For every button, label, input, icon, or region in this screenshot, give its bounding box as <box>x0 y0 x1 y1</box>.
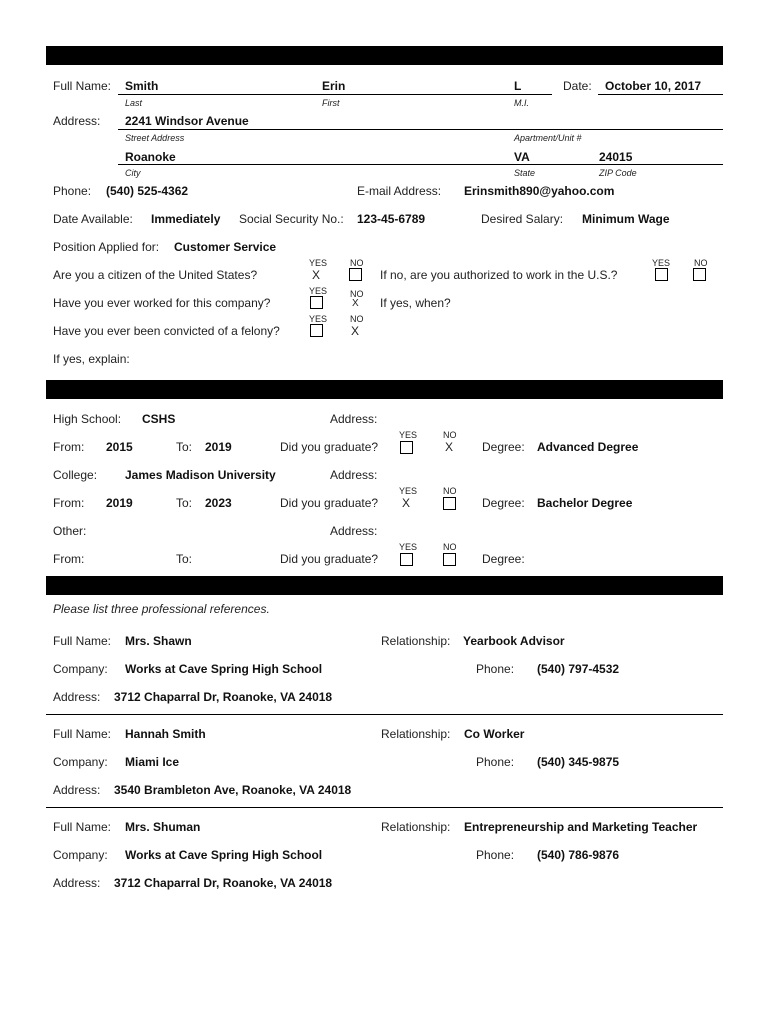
zip-value[interactable]: 24015 <box>599 150 633 164</box>
explain-label: If yes, explain: <box>53 352 130 366</box>
first-caption: First <box>322 98 340 108</box>
hs-graduate-yes-checkbox[interactable] <box>400 441 413 454</box>
college-degree-value[interactable]: Bachelor Degree <box>537 496 633 510</box>
state-value[interactable]: VA <box>514 150 530 164</box>
city-caption: City <box>125 168 141 178</box>
no-header: NO <box>350 314 364 324</box>
ref2-company-value[interactable]: Miami Ice <box>125 755 180 769</box>
citizen-yes-mark[interactable]: X <box>312 268 321 282</box>
first-name-value[interactable]: Erin <box>322 79 346 93</box>
last-name-value[interactable]: Smith <box>125 79 159 93</box>
references-intro: Please list three professional references. <box>53 602 270 616</box>
yes-header: YES <box>399 542 418 552</box>
other-from-label: From: <box>53 552 85 566</box>
mi-caption: M.I. <box>514 98 529 108</box>
date-label: Date: <box>563 79 592 93</box>
street-value[interactable]: 2241 Windsor Avenue <box>125 114 249 128</box>
other-label: Other: <box>53 524 87 538</box>
college-to-label: To: <box>176 496 193 510</box>
hs-from-value[interactable]: 2015 <box>106 440 133 454</box>
phone-value[interactable]: (540) 525-4362 <box>106 184 189 198</box>
ref1-address-value[interactable]: 3712 Chaparral Dr, Roanoke, VA 24018 <box>114 690 333 704</box>
date-available-label: Date Available: <box>53 212 133 226</box>
other-degree-label: Degree: <box>482 552 525 566</box>
felony-yes-checkbox[interactable] <box>310 324 323 337</box>
ssn-value[interactable]: 123-45-6789 <box>357 212 426 226</box>
position-value[interactable]: Customer Service <box>174 240 277 254</box>
hs-degree-value[interactable]: Advanced Degree <box>537 440 639 454</box>
ref2-name-value[interactable]: Hannah Smith <box>125 727 206 741</box>
ref1-name-value[interactable]: Mrs. Shawn <box>125 634 192 648</box>
city-underline <box>118 164 723 165</box>
hs-degree-label: Degree: <box>482 440 525 454</box>
authorized-question: If no, are you authorized to work in the U.S.? <box>380 268 618 282</box>
date-available-value[interactable]: Immediately <box>151 212 221 226</box>
hs-from-label: From: <box>53 440 85 454</box>
state-caption: State <box>514 168 536 178</box>
section-bar-references <box>46 576 723 595</box>
college-address-label: Address: <box>330 468 378 482</box>
ref3-company-value[interactable]: Works at Cave Spring High School <box>125 848 323 862</box>
zip-caption: ZIP Code <box>599 168 637 178</box>
ref3-phone-value[interactable]: (540) 786-9876 <box>537 848 620 862</box>
other-to-label: To: <box>176 552 193 566</box>
hs-to-value[interactable]: 2019 <box>205 440 232 454</box>
authorized-yes-checkbox[interactable] <box>655 268 668 281</box>
ssn-label: Social Security No.: <box>239 212 344 226</box>
hs-to-label: To: <box>176 440 193 454</box>
college-graduate-label: Did you graduate? <box>280 496 379 510</box>
ref1-address-label: Address: <box>53 690 101 704</box>
city-value[interactable]: Roanoke <box>125 150 176 164</box>
phone-label: Phone: <box>53 184 92 198</box>
citizen-no-checkbox[interactable] <box>349 268 362 281</box>
college-degree-label: Degree: <box>482 496 525 510</box>
college-value[interactable]: James Madison University <box>125 468 276 482</box>
street-caption: Street Address <box>125 133 185 143</box>
worked-question: Have you ever worked for this company? <box>53 296 271 310</box>
college-graduate-yes-mark[interactable]: X <box>402 496 411 510</box>
no-header: NO <box>694 258 708 268</box>
ref2-relationship-value[interactable]: Co Worker <box>464 727 525 741</box>
salary-value[interactable]: Minimum Wage <box>582 212 670 226</box>
ref3-name-value[interactable]: Mrs. Shuman <box>125 820 201 834</box>
no-header: NO <box>350 289 364 299</box>
hs-graduate-label: Did you graduate? <box>280 440 379 454</box>
ref1-phone-label: Phone: <box>476 662 515 676</box>
ref2-phone-label: Phone: <box>476 755 515 769</box>
ref3-relationship-value[interactable]: Entrepreneurship and Marketing Teacher <box>464 820 698 834</box>
college-from-label: From: <box>53 496 85 510</box>
other-address-label: Address: <box>330 524 378 538</box>
worked-yes-checkbox[interactable] <box>310 296 323 309</box>
hs-graduate-no-mark[interactable]: X <box>445 440 454 454</box>
ref2-company-label: Company: <box>53 755 108 769</box>
college-to-value[interactable]: 2023 <box>205 496 232 510</box>
section-bar-education <box>46 380 723 399</box>
no-header: NO <box>350 258 364 268</box>
hs-address-label: Address: <box>330 412 378 426</box>
yes-header: YES <box>309 314 328 324</box>
ref3-name-label: Full Name: <box>53 820 112 834</box>
college-from-value[interactable]: 2019 <box>106 496 133 510</box>
date-value[interactable]: October 10, 2017 <box>605 79 702 93</box>
last-caption: Last <box>125 98 143 108</box>
ref3-company-label: Company: <box>53 848 108 862</box>
ref2-address-label: Address: <box>53 783 101 797</box>
ref2-address-value[interactable]: 3540 Brambleton Ave, Roanoke, VA 24018 <box>114 783 352 797</box>
full-name-label: Full Name: <box>53 79 112 93</box>
ref3-address-value[interactable]: 3712 Chaparral Dr, Roanoke, VA 24018 <box>114 876 333 890</box>
yes-header: YES <box>309 286 328 296</box>
ref1-phone-value[interactable]: (540) 797-4532 <box>537 662 620 676</box>
name-underline <box>118 94 552 95</box>
ref2-name-label: Full Name: <box>53 727 112 741</box>
felony-question: Have you ever been convicted of a felony? <box>53 324 280 338</box>
no-header: NO <box>443 430 457 440</box>
apt-caption: Apartment/Unit # <box>514 133 582 143</box>
citizen-question: Are you a citizen of the United States? <box>53 268 258 282</box>
no-header: NO <box>443 486 457 496</box>
ref1-relationship-value[interactable]: Yearbook Advisor <box>463 634 565 648</box>
salary-label: Desired Salary: <box>481 212 564 226</box>
yes-header: YES <box>399 486 418 496</box>
yes-header: YES <box>652 258 671 268</box>
section-bar-applicant-information <box>46 46 723 65</box>
ref1-name-label: Full Name: <box>53 634 112 648</box>
yes-header: YES <box>399 430 418 440</box>
when-question: If yes, when? <box>380 296 451 310</box>
felony-no-mark[interactable]: X <box>351 324 360 338</box>
middle-initial-value[interactable]: L <box>514 79 522 93</box>
reference-divider <box>46 807 723 808</box>
ref3-relationship-label: Relationship: <box>381 820 451 834</box>
position-label: Position Applied for: <box>53 240 160 254</box>
high-school-value[interactable]: CSHS <box>142 412 176 426</box>
no-header: NO <box>443 542 457 552</box>
authorized-no-checkbox[interactable] <box>693 268 706 281</box>
yes-header: YES <box>309 258 328 268</box>
worked-no-mark[interactable]: X <box>352 298 359 309</box>
other-graduate-label: Did you graduate? <box>280 552 379 566</box>
email-value[interactable]: Erinsmith890@yahoo.com <box>464 184 615 198</box>
college-label: College: <box>53 468 98 482</box>
ref1-company-label: Company: <box>53 662 108 676</box>
college-graduate-no-checkbox[interactable] <box>443 497 456 510</box>
reference-divider <box>46 714 723 715</box>
other-graduate-no-checkbox[interactable] <box>443 553 456 566</box>
ref2-phone-value[interactable]: (540) 345-9875 <box>537 755 620 769</box>
email-label: E-mail Address: <box>357 184 442 198</box>
ref2-relationship-label: Relationship: <box>381 727 451 741</box>
other-graduate-yes-checkbox[interactable] <box>400 553 413 566</box>
date-underline <box>598 94 723 95</box>
ref1-relationship-label: Relationship: <box>381 634 451 648</box>
address-label: Address: <box>53 114 101 128</box>
high-school-label: High School: <box>53 412 122 426</box>
ref3-phone-label: Phone: <box>476 848 515 862</box>
ref3-address-label: Address: <box>53 876 101 890</box>
ref1-company-value[interactable]: Works at Cave Spring High School <box>125 662 323 676</box>
street-underline <box>118 129 723 130</box>
